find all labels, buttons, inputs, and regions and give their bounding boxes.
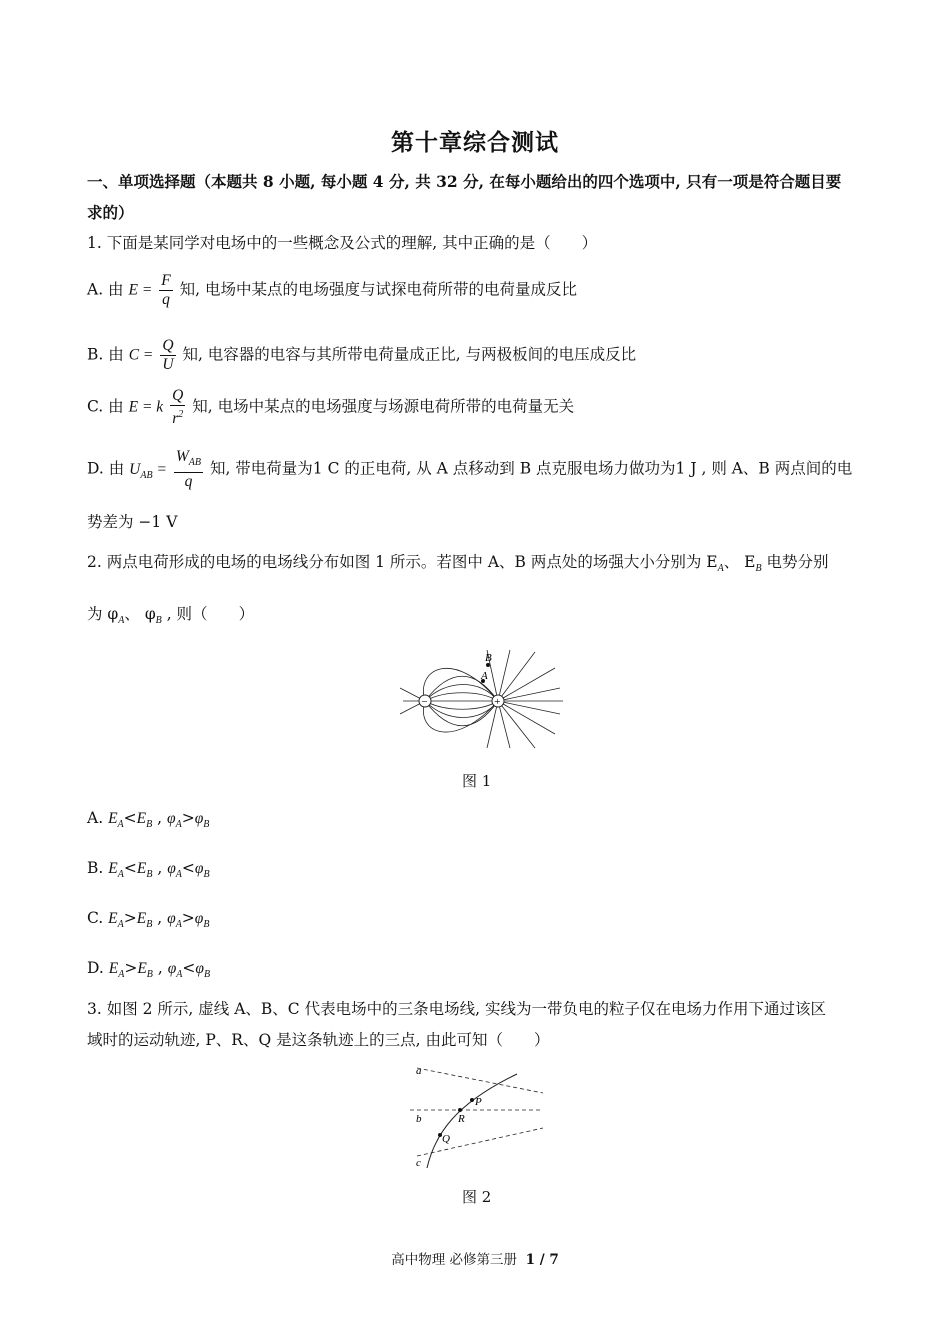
figure-2-caption: 图 2 xyxy=(462,1188,492,1206)
q2-stem: 2. 两点电荷形成的电场的电场线分布如图 1 所示。若图中 A、B 两点处的场强大小分别为 $E_A$、 $E_B$ 电势分别 xyxy=(87,553,829,575)
q1-stem: 1. 下面是某同学对电场中的一些概念及公式的理解, 其中正确的是（ ） xyxy=(87,234,598,252)
point-r-label: R xyxy=(458,1113,465,1125)
page-footer: 高中物理 必修第三册 1 / 7 xyxy=(391,1252,559,1268)
figure-1-caption: 图 1 xyxy=(462,772,492,790)
point-q-label: Q xyxy=(442,1133,450,1145)
q3-stem: 3. 如图 2 所示, 虚线 A、B、C 代表电场中的三条电场线, 实线为一带负电的粒子仅在电场力作用下通过该区 xyxy=(87,1000,826,1018)
q1-option-d-cont: 势差为 −1 V xyxy=(87,513,178,531)
section-heading: 一、单项选择题（本题共 8 小题, 每小题 4 分, 共 32 分, 在每小题给出的四个选项中, 只有一项是符合题目要 xyxy=(87,172,842,191)
q2-stem-cont: 为 $\varphi_A$、 $\varphi_B$ , 则（ ） xyxy=(87,605,255,627)
q2-option-b: B. $E_A<E_B$ , $\varphi_A<\varphi_B$ xyxy=(87,859,210,881)
field-lines-figure xyxy=(395,648,565,750)
negative-charge-label: − xyxy=(420,696,428,708)
q1-option-d: D. 由 $U_{AB}$ = $\frac{W_{AB}}{q}$ 知, 带电荷量为1 C 的正电荷, 从 A 点移动到 B 点克服电场力做功为1 J , 则 A、B 两点间的电 xyxy=(87,448,853,491)
q1-option-a: A. 由 E = $\frac{F}{q}$ 知, 电场中某点的电场强度与试探电荷所带的电荷量成反比 xyxy=(87,272,578,308)
section-heading-cont: 求的） xyxy=(87,203,134,222)
q2-option-a: A. $E_A<E_B$ , $\varphi_A>\varphi_B$ xyxy=(87,809,210,831)
q1-option-c: C. 由 E = k $\frac{Q}{r^2}$ 知, 电场中某点的电场强度与场源电荷所带的电荷量无关 xyxy=(87,387,575,428)
q1-option-b: B. 由 C = $\frac{Q}{U}$ 知, 电容器的电容与其所带电荷量成正比, 与两极板间的电压成反比 xyxy=(87,337,637,373)
line-c-label: c xyxy=(416,1157,421,1169)
page-number: 1 / 7 xyxy=(525,1252,559,1268)
point-p-label: P xyxy=(475,1096,482,1108)
q2-option-c: C. $E_A>E_B$ , $\varphi_A>\varphi_B$ xyxy=(87,909,210,931)
trajectory-figure xyxy=(405,1062,545,1174)
q3-stem-cont: 域时的运动轨迹, P、R、Q 是这条轨迹上的三点, 由此可知（ ） xyxy=(87,1031,550,1049)
point-b-label: B xyxy=(485,652,492,664)
page-title: 第十章综合测试 xyxy=(391,129,559,156)
point-a-label: A xyxy=(481,670,488,682)
q2-option-d: D. $E_A>E_B$ , $\varphi_A<\varphi_B$ xyxy=(87,959,211,981)
line-b-label: b xyxy=(416,1113,422,1125)
positive-charge-label: + xyxy=(493,696,501,708)
line-a-label: a xyxy=(416,1065,422,1077)
